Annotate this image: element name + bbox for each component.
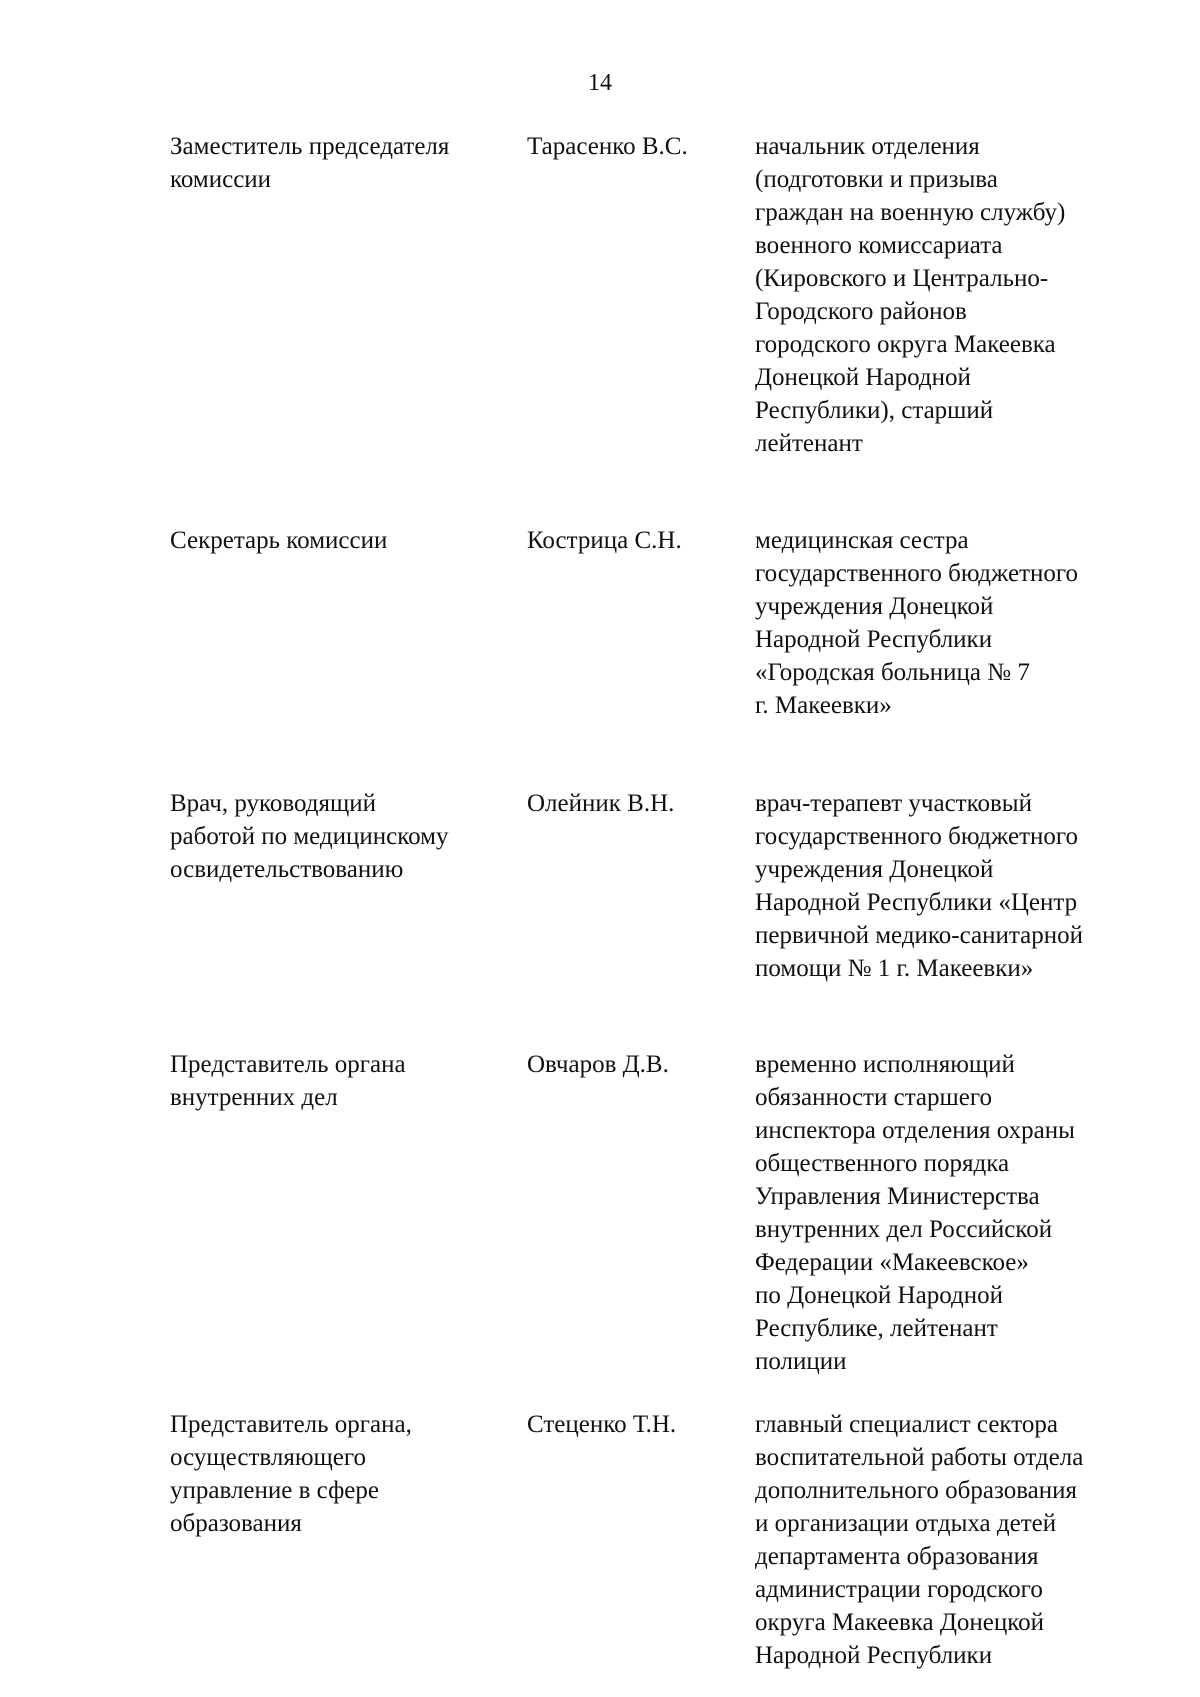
member-position: медицинская сестра государственного бюджетного учреждения Донецкой Народной Республики «Городская больница № 7 г. Макеевки» (755, 527, 1078, 719)
member-role: Врач, руководящий работой по медицинскому освидетельствованию (170, 790, 449, 883)
member-role: Представитель органа внутренних дел (170, 1051, 406, 1111)
member-position: главный специалист сектора воспитательной работы отдела дополнительного образования и организации отдыха детей департамента образования администрации городского округа Макеевка Донецкой Народной Республики (755, 1411, 1084, 1669)
member-role: Секретарь комиссии (170, 527, 388, 554)
member-name: Стеценко Т.Н. (527, 1411, 677, 1438)
member-role: Заместитель председателя комиссии (170, 133, 450, 193)
member-name: Овчаров Д.В. (527, 1051, 669, 1078)
member-position: врач-терапевт участковый государственного бюджетного учреждения Донецкой Народной Республики «Центр первичной медико-санитарной помощи № 1 г. Макеевки» (755, 790, 1083, 982)
page-number: 14 (588, 70, 612, 96)
member-name: Тарасенко В.С. (527, 133, 688, 160)
member-position: временно исполняющий обязанности старшего инспектора отделения охраны общественного порядка Управления Министерства внутренних дел Российской Федерации «Макеевское» по Донецкой Народной Республике, лейтенант полиции (755, 1051, 1075, 1375)
member-name: Кострица С.Н. (527, 527, 682, 554)
member-name: Олейник В.Н. (527, 790, 675, 817)
member-position: начальник отделения (подготовки и призыва граждан на военную службу) военного комиссариата (Кировского и Центрально- Городского районов городского округа Макеевка Донецкой Народной Республики), старший лейтенант (755, 133, 1066, 457)
member-role: Представитель органа, осуществляющего управление в сфере образования (170, 1411, 412, 1537)
